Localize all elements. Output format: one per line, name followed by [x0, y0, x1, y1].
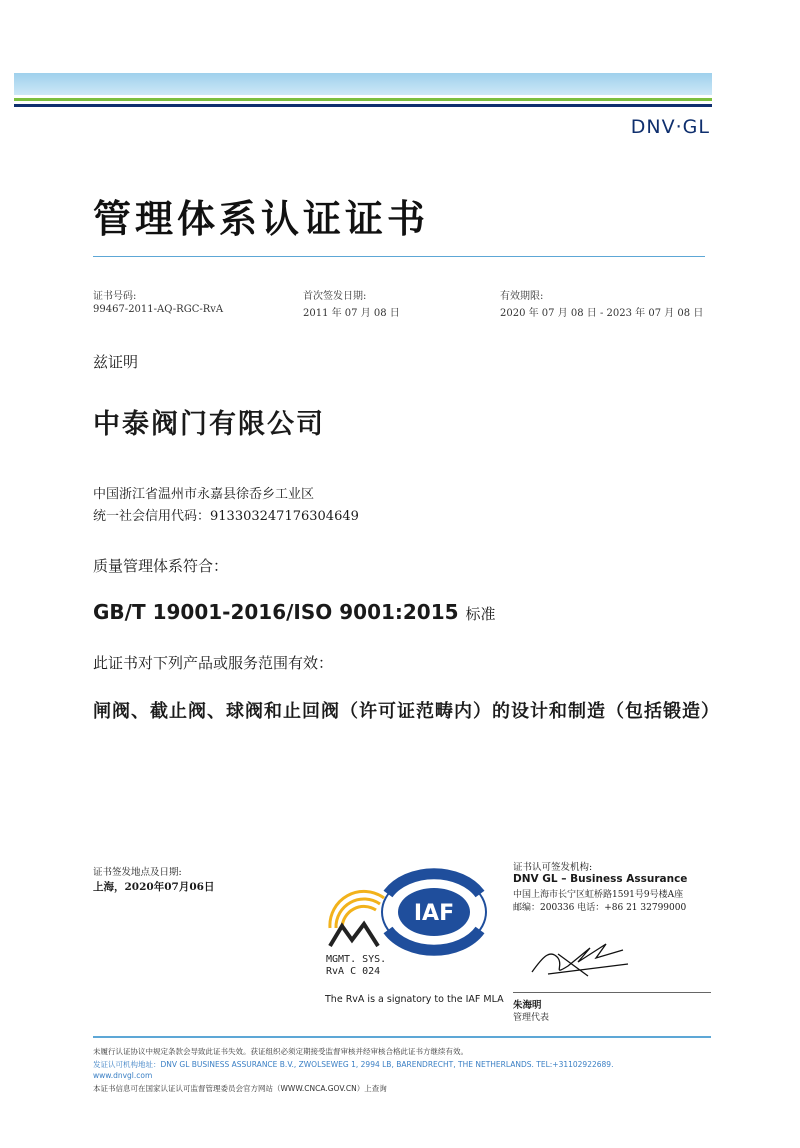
- signer-name: 朱海明: [513, 1000, 542, 1011]
- footer-website-link[interactable]: www.dnvgl.com: [93, 1071, 153, 1080]
- iaf-label: IAF: [413, 901, 455, 926]
- scope-text: 闸阀、截止阀、球阀和止回阀（许可证范畴内）的设计和制造（包括锻造）: [93, 701, 720, 722]
- standard-line: [93, 600, 496, 624]
- header-band-blue: [14, 73, 712, 95]
- validity-label: 有效期限:: [500, 291, 544, 302]
- divider-bottom: [93, 1036, 711, 1038]
- footer-cnca-note: 本证书信息可在国家认证认可监督管理委员会官方网站（WWW.CNCA.GOV.CN）上查询: [93, 1084, 387, 1093]
- header-band-green: [14, 98, 712, 101]
- dnvgl-logo: DNV·GL: [630, 116, 710, 138]
- issue-place-value: 上海，2020年07月06日: [93, 881, 215, 893]
- company-address-block: [93, 484, 359, 528]
- cert-no-value: 99467-2011-AQ-RGC-RvA: [93, 304, 224, 315]
- accreditation-marks: [322, 868, 492, 976]
- footer-issuer-address: 发证认可机构地址：DNV GL BUSINESS ASSURANCE B.V., ZWOLSEWEG 1, 2994 LB, BARENDRECHT, THE NETHERLANDS. TEL:+31102922689.: [93, 1060, 614, 1069]
- certificate-title: 管理体系认证证书: [93, 196, 430, 241]
- validity-value: 2020 年 07 月 08 日 - 2023 年 07 月 08 日: [500, 308, 704, 319]
- standard-code: GB/T 19001-2016/ISO 9001:2015: [93, 600, 459, 624]
- standard-suffix: 标准: [465, 605, 496, 623]
- rva-code: RvA C 024: [326, 966, 381, 976]
- cert-no-label: 证书号码:: [93, 291, 137, 302]
- header-band-navy: [14, 104, 712, 107]
- signature-line: [513, 992, 711, 993]
- issuer-address: 中国上海市长宁区虹桥路1591号9号楼A座: [513, 890, 684, 900]
- issuer-tel: 邮编：200336 电话：+86 21 32799000: [513, 903, 687, 913]
- issuer-label: 证书认可签发机构:: [513, 862, 593, 873]
- footer-note: 未履行认证协议中规定条款会导致此证书失效。获证组织必须定期接受监督审核并经审核合格此证书方继续有效。: [93, 1047, 468, 1056]
- scope-intro: 此证书对下列产品或服务范围有效：: [93, 654, 334, 672]
- company-name: 中泰阀门有限公司: [93, 409, 325, 440]
- divider-top: [93, 256, 705, 257]
- company-address: 中国浙江省温州市永嘉县徐岙乡工业区: [93, 487, 315, 502]
- signature-image: [528, 928, 638, 983]
- rva-logo-icon: [330, 891, 384, 946]
- credit-code: 统一社会信用代码：913303247176304649: [93, 509, 359, 524]
- mgmt-label: MGMT. SYS.: [326, 954, 387, 965]
- first-issue-label: 首次签发日期:: [303, 291, 367, 302]
- issuer-name: DNV GL – Business Assurance: [513, 873, 688, 885]
- issue-place-label: 证书签发地点及日期:: [93, 867, 182, 878]
- standard-intro: 质量管理体系符合：: [93, 557, 229, 575]
- this-certifies: 兹证明: [93, 353, 139, 371]
- signer-role: 管理代表: [513, 1013, 550, 1023]
- first-issue-value: 2011 年 07 月 08 日: [303, 308, 400, 319]
- mla-note: The RvA is a signatory to the IAF MLA: [325, 994, 504, 1005]
